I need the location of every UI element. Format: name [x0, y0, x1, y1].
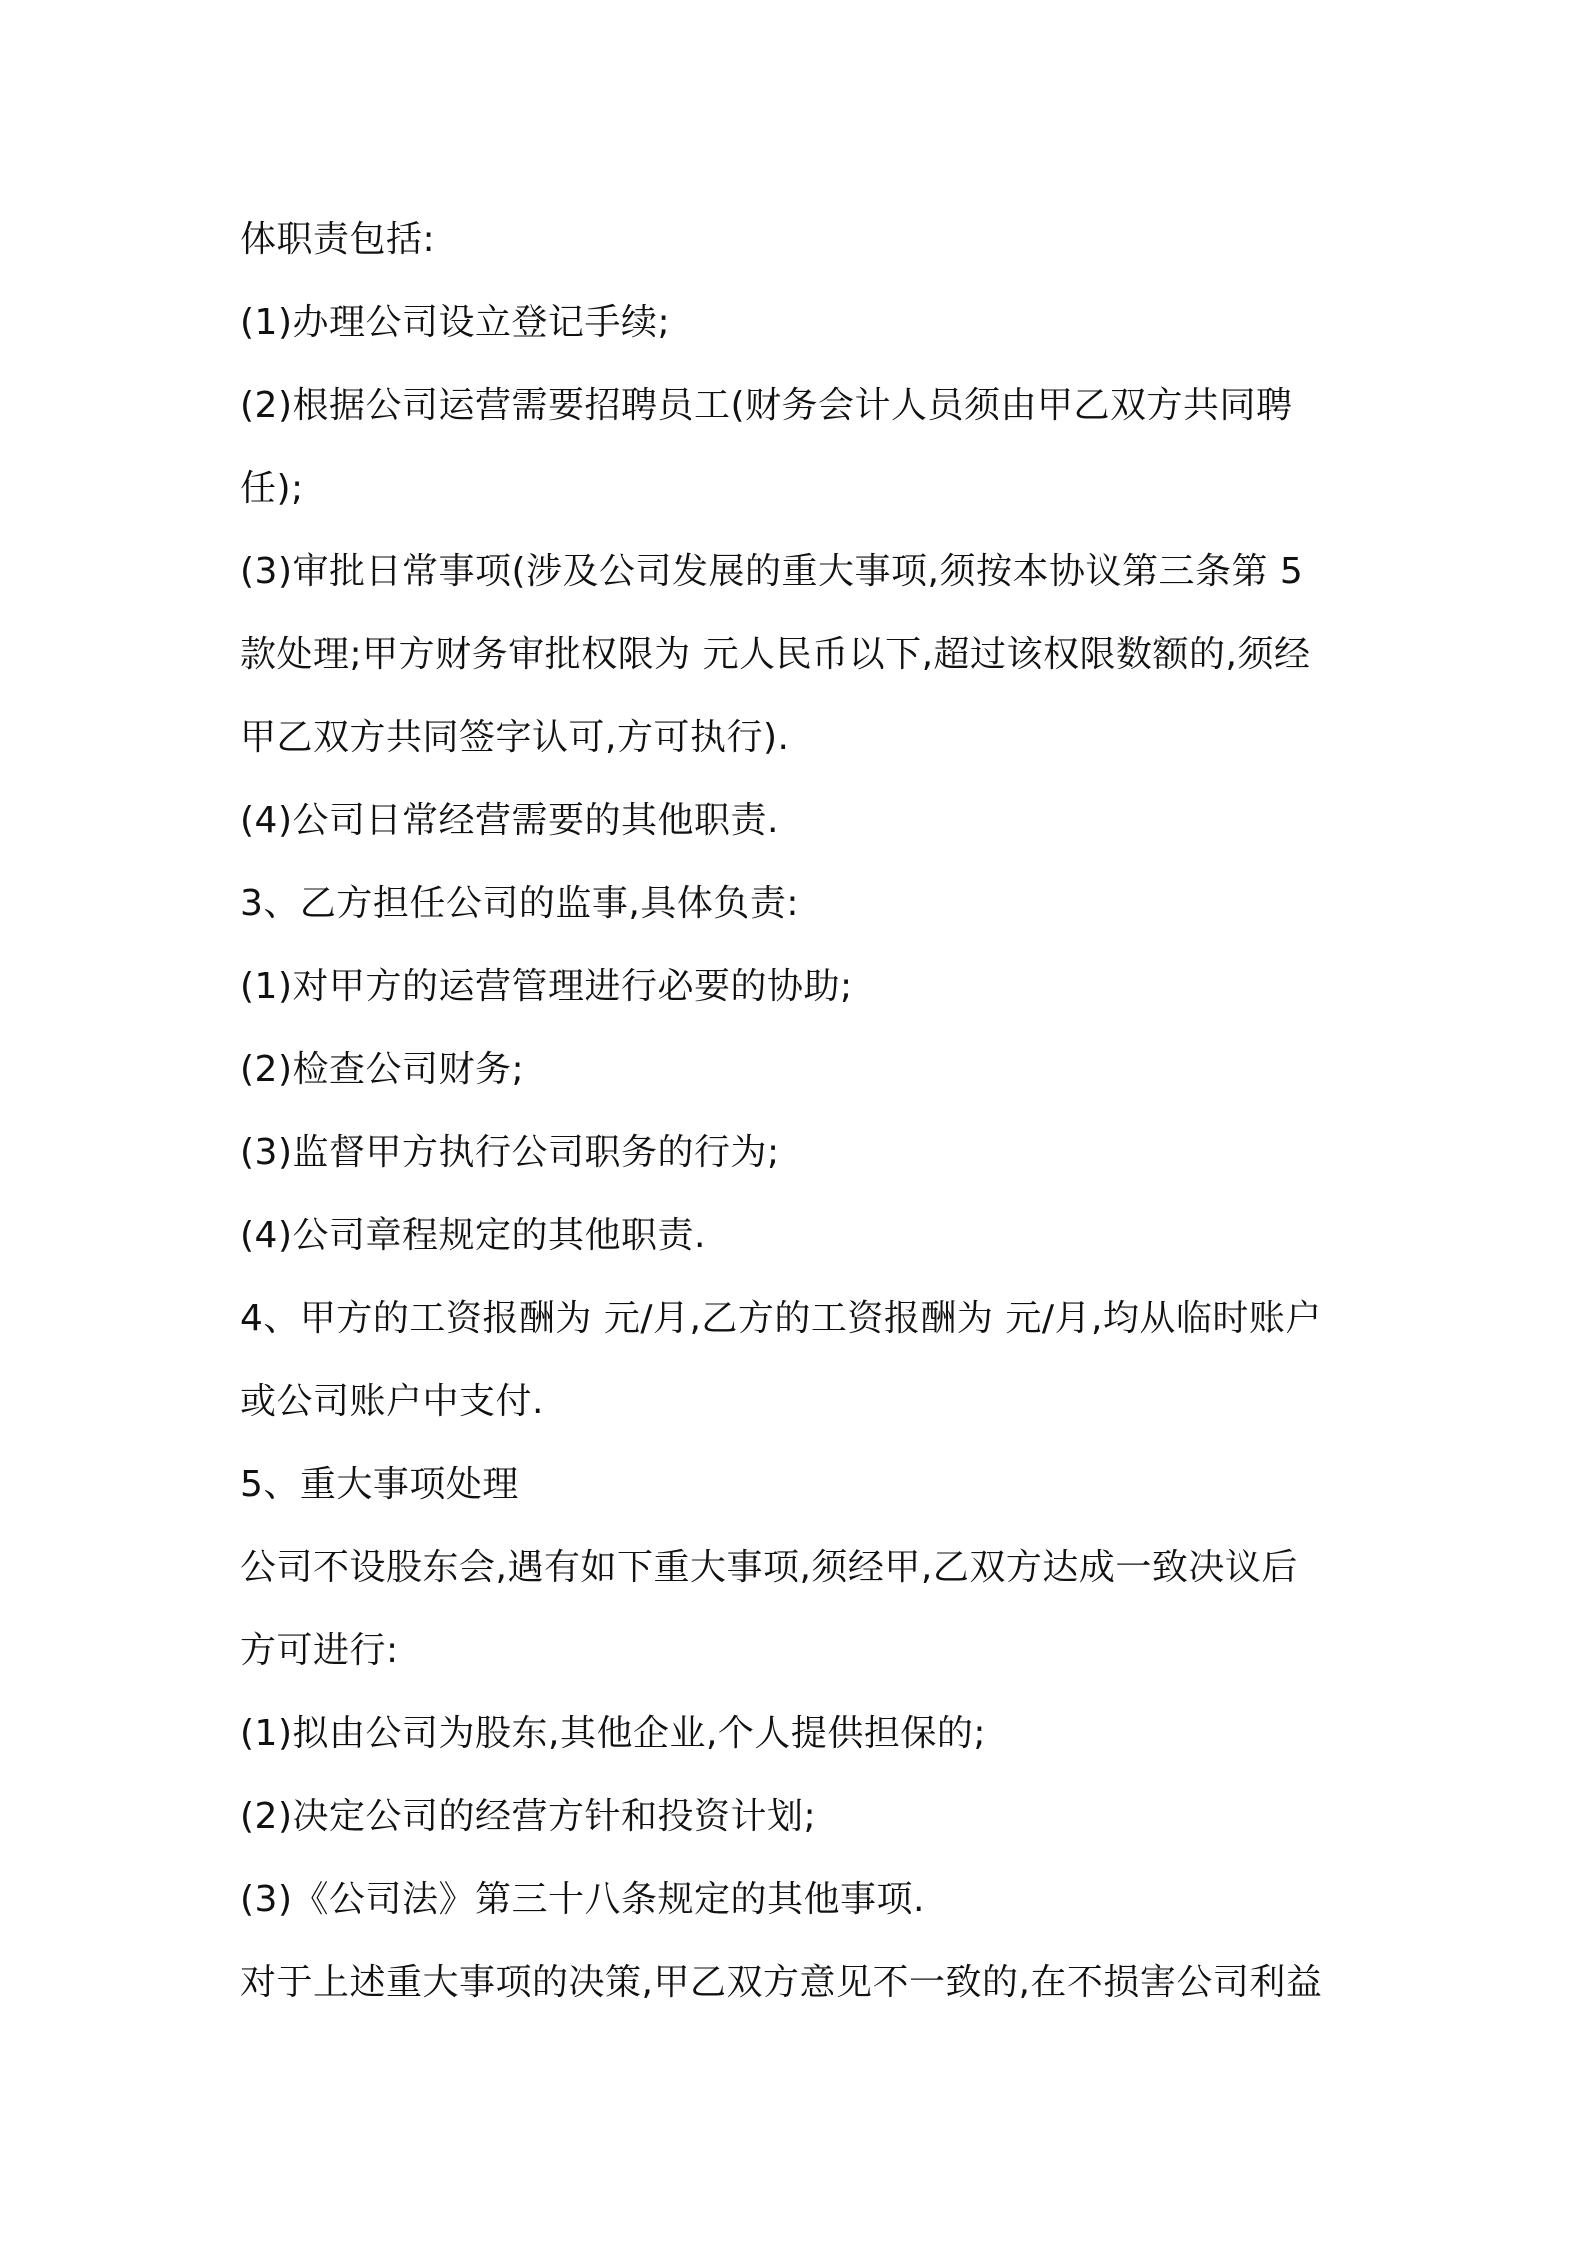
text-line: 公司不设股东会,遇有如下重大事项,须经甲,乙双方达成一致决议后 — [240, 1547, 1298, 1588]
text-line: 款处理;甲方财务审批权限为 元人民币以下,超过该权限数额的,须经 — [240, 634, 1311, 675]
text-line: 5、重大事项处理 — [240, 1464, 519, 1505]
text-line: (2)检查公司财务; — [240, 1049, 525, 1090]
text-line: (3)《公司法》第三十八条规定的其他事项. — [240, 1879, 925, 1920]
text-line: 3、乙方担任公司的监事,具体负责: — [240, 883, 799, 924]
text-line: 对于上述重大事项的决策,甲乙双方意见不一致的,在不损害公司利益 — [240, 1962, 1323, 2003]
document-body — [240, 198, 1370, 2024]
text-line: (3)监督甲方执行公司职务的行为; — [240, 1132, 780, 1173]
text-line: (4)公司章程规定的其他职责. — [240, 1215, 706, 1256]
text-line: 方可进行: — [240, 1630, 399, 1671]
text-line: 甲乙双方共同签字认可,方可执行). — [240, 717, 790, 758]
text-line: 或公司账户中支付. — [240, 1381, 544, 1422]
text-line: (1)拟由公司为股东,其他企业,个人提供担保的; — [240, 1713, 987, 1754]
text-line: (1)对甲方的运营管理进行必要的协助; — [240, 966, 853, 1007]
text-line: 任); — [240, 468, 304, 509]
text-line: (1)办理公司设立登记手续; — [240, 302, 671, 343]
text-line: (2)决定公司的经营方针和投资计划; — [240, 1796, 817, 1837]
text-line: (2)根据公司运营需要招聘员工(财务会计人员须由甲乙双方共同聘 — [240, 385, 1293, 426]
text-line: (4)公司日常经营需要的其他职责. — [240, 800, 779, 841]
text-line: (3)审批日常事项(涉及公司发展的重大事项,须按本协议第三条第 5 — [240, 551, 1304, 592]
text-line: 体职责包括: — [240, 219, 436, 260]
text-line: 4、甲方的工资报酬为 元/月,乙方的工资报酬为 元/月,均从临时账户 — [240, 1298, 1322, 1339]
